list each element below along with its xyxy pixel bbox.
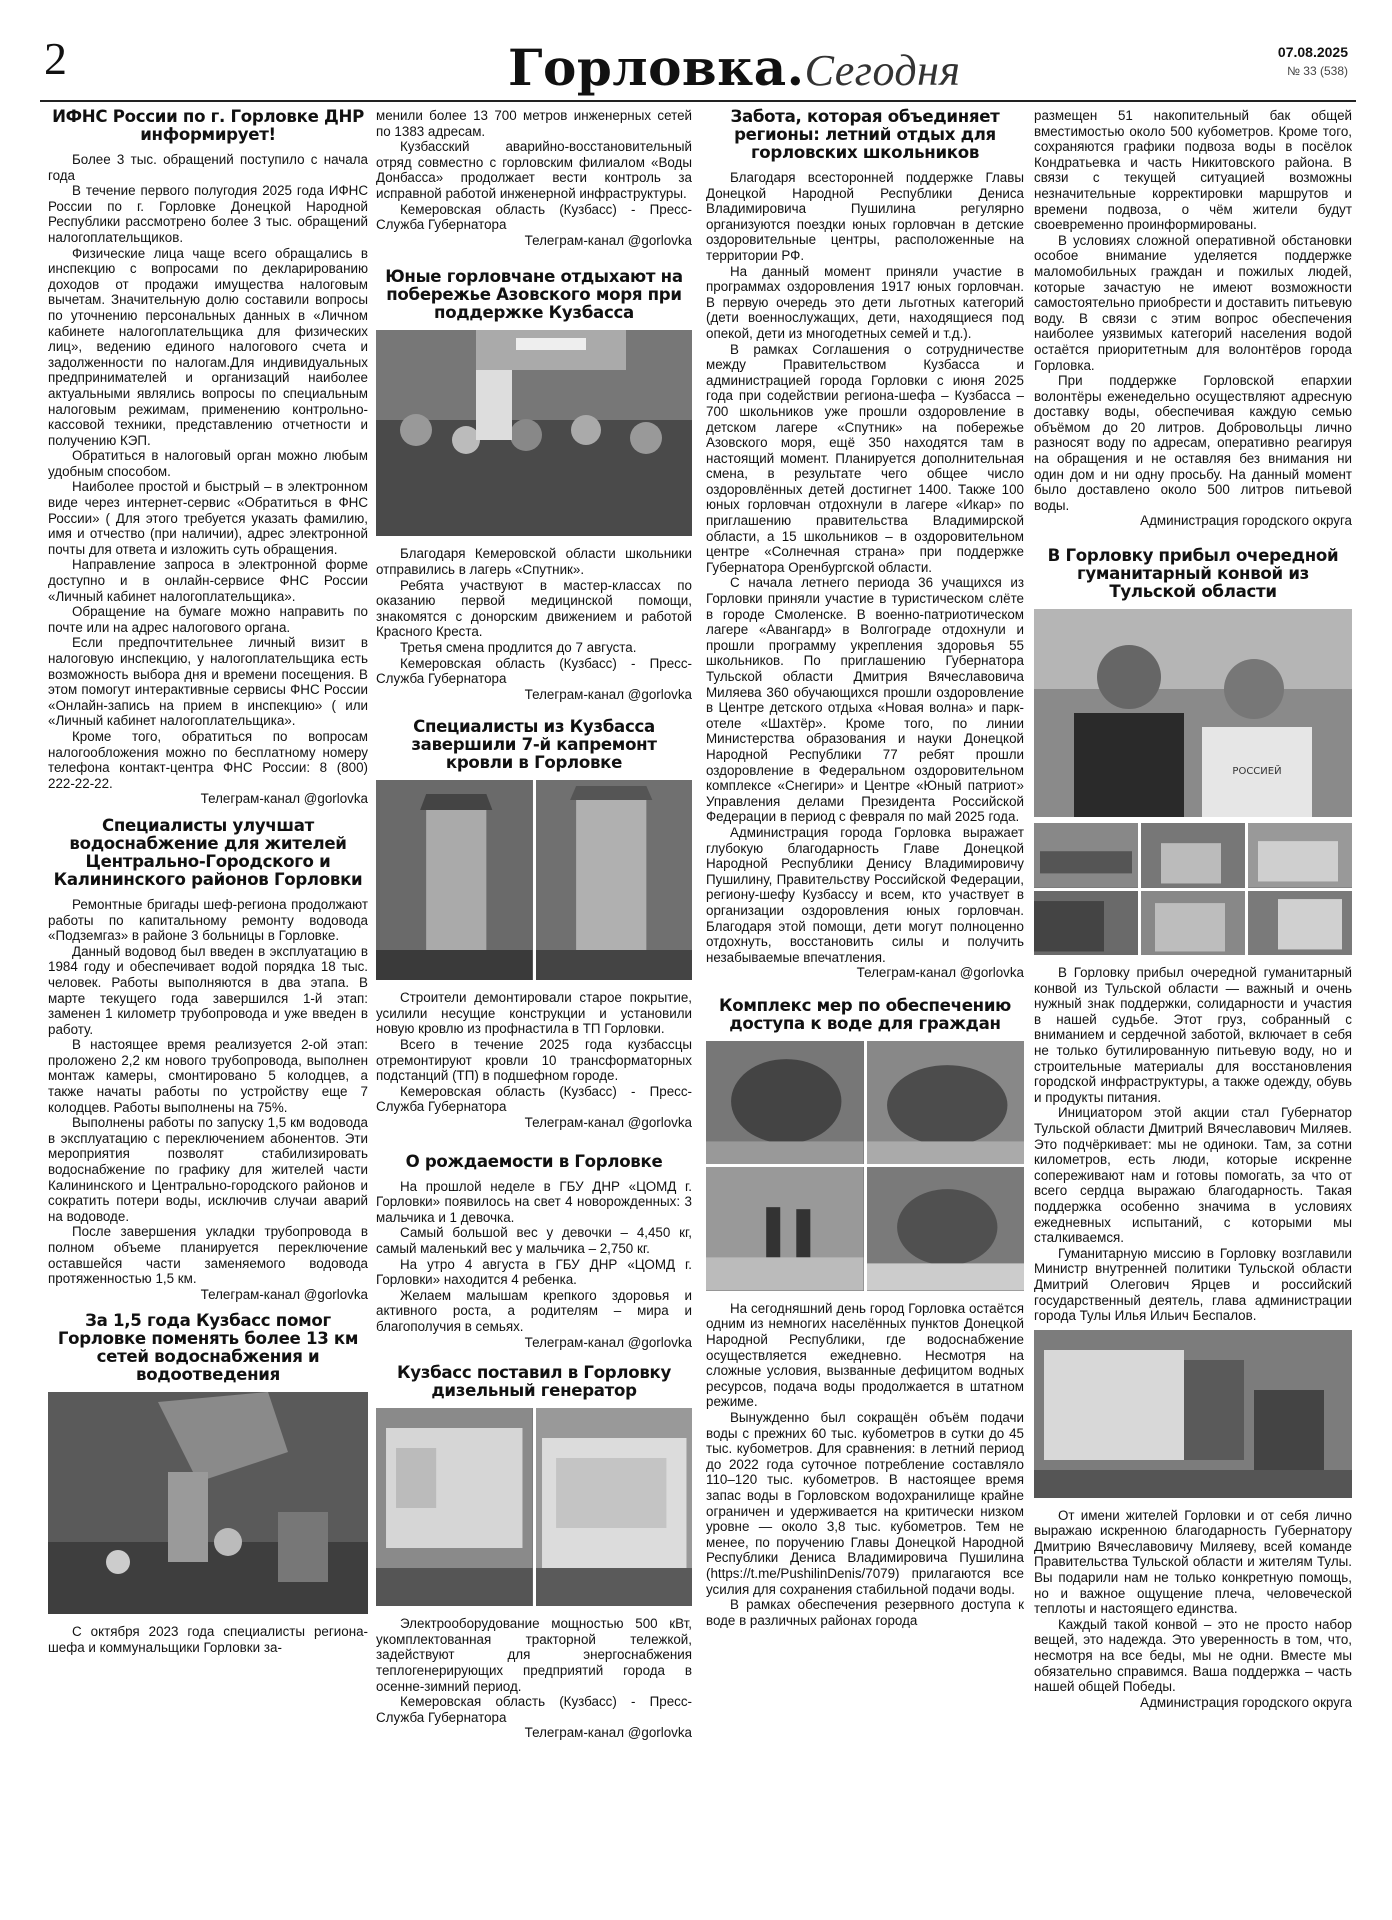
paragraph: Ремонтные бригады шеф-региона продолжают работы по капитальному ремонту водовода «Подземгаз» в районе 3 больницы в Горловке. [48,896,368,944]
paragraph: Физические лица чаще всего обращались в инспекцию с вопросами по декларированию доходов от продажи имущества налоговым вычетам. Значительную долю составили вопросы по уточнению персональных данных в «Личном кабинете налогоплательщика для физических лиц», ведению единого налогового счета и задолженности по налогам.Для индивидуальных предпринимателей и организаций наиболее актуальными являлись вопросы по специальным налоговым режимам, применению контрольно-кассовой техники, представлению отчетности и получению КЭП. [48,245,368,448]
headline-azov: Юные горловчане отдыхают на побережье Азовского моря при поддержке Кузбасса [385,267,683,323]
photo-convoy-grid [1034,823,1352,955]
photo-camp [376,330,692,536]
convoy-image-5 [1141,891,1245,956]
paragraph: В рамках Соглашения о сотрудничестве между Правительством Кузбасса и администрацией города Горловки с июня 2025 года при содействии региона-шефа – Кузбасса – 700 школьников уже прошли оздоровление в детском лагере «Спутник» на побережье Азовского моря, ещё 350 находятся там в настоящий момент. Планируется дополнительная смена, в результате чего общее число оздоровлённых детей достигнет 1400. Также 100 юных горловчан отдохнули в лагере «Икар» по приглашению правительства Владимирской области, а 15 школьников – в оздоровительном центре «Солнечная страна» при поддержке Губернатора Оренбургской области. [706,341,1024,575]
tank-image-1 [706,1041,864,1165]
paragraph: Желаем малышам крепкого здоровья и активного роста, а родителям – мира и благополучия в семьях. [376,1287,692,1334]
masthead [40,30,1356,100]
convoy-image-3 [1248,823,1352,888]
newspaper-title [508,38,960,97]
issue-date: 07.08.2025 [1277,44,1348,60]
tank-image-2 [867,1041,1025,1165]
shirt-text: РОССИЕЙ [1232,766,1282,778]
paragraph: В условиях сложной оперативной обстановки особое внимание уделяется поддержке маломобильных граждан и пожилых людей, которые зачастую не имеют возможности самостоятельно приобрести и доставить питьевую воду. В связи с этим вопрос обеспечения наиболее уязвимых категорий населения водой остаётся приоритетным для волонтёров города Горловка. [1034,232,1352,373]
paragraph: На данный момент приняли участие в программах оздоровления 1917 юных горловчан. В первую очередь это дети льготных категорий (дети военнослужащих, дети, находящиеся под опекой, дети из многодетных семей и т.д.). [706,263,1024,341]
issue-number: № 33 (538) [1287,64,1348,78]
paragraph: Кроме того, обратиться по вопросам налогообложения можно по бесплатному номеру телефона контакт-центра ФНС России: 8 (800) 222-22-22. [48,728,368,791]
excavation-image [48,1392,368,1614]
paragraph: Данный водовод был введен в эксплуатацию в 1984 году и обеспечивает водой порядка 18 тыс. человек. Работы выполняются в два этапа. В марте текущего года завершился 1-й этап: заменен 1 километр трубопровода и уже введен в работу. [48,943,368,1037]
generator-image-2 [536,1408,693,1606]
column-1 [48,108,368,1656]
roof-image-2 [536,780,693,980]
headline-summer-rest: Забота, которая объединяет регионы: летний отдых для горловских школьников [730,107,1000,162]
paragraph: Всего в течение 2025 года кузбассцы отремонтируют кровли 10 трансформаторных подстанций (ТП) в подшефном городе. [376,1037,692,1084]
paragraph: Наиболее простой и быстрый – в электронном виде через интернет-сервис «Обратиться в ФНС России» ( Для этого требуется указать фамилию, имя и отчество (при наличии), адрес электронной почты для ответа и изложить суть обращения. [48,479,368,557]
headline-networks: За 1,5 года Кузбасс помог Горловке поменять более 13 км сетей водоснабжения и водоотведения [57,1311,359,1385]
paragraph: В рамках обеспечения резервного доступа к воде в различных районах города [706,1597,1024,1628]
paragraph: Каждый такой конвой – это не просто набор вещей, это надежда. Это уверенность в том, что, несмотря на все беды, мы не одни. Вместе мы обязательно справимся. Ваша поддержка – часть нашей общей Победы. [1034,1616,1352,1695]
paragraph: Гуманитарную миссию в Горловку возглавили Министр внутренней политики Тульской области Дмитрий Олегович Ярцев и российский государственный деятель, глава администрации города Тулы Илья Ильич Беспалов. [1034,1245,1352,1324]
camp-image [376,330,692,536]
headline-water-supply: Специалисты улучшат водоснабжение для жителей Центрально-Городского и Калининского районов Горловки [53,815,363,889]
paragraph: Самый большой вес у девочки – 4,450 кг, самый маленький вес у мальчика – 2,750 кг. [376,1225,692,1256]
paragraph: Строители демонтировали старое покрытие, усилили несущие конструкции и установили новую кровлю из профнастила в ТП Горловки. [376,990,692,1037]
photo-excavation [48,1392,368,1614]
paragraph: Обратиться в налоговый орган можно любым удобным способом. [48,448,368,479]
headline-birthrate: О рождаемости в Горловке [405,1151,663,1171]
paragraph: менили более 13 700 метров инженерных сетей по 1383 адресам. [376,108,692,139]
paragraph: Более 3 тыс. обращений поступило с начала года [48,152,368,183]
photo-roof [376,780,692,980]
paragraph: Третья смена продлится до 7 августа. [400,639,637,655]
paragraph: Благодаря Кемеровской области школьники отправились в лагерь «Спутник». [376,546,692,577]
paragraph: размещен 51 накопительный бак общей вместимостью около 500 кубометров. Кроме того, сохраняются графики подвоза воды в посёлок Кондратьевка и часть Никитовского района. В связи с текущей ситуацией возможны незначительные корректировки маршрутов и времени подвоза, о чём жители будут своевременно проинформированы. [1034,108,1352,233]
paragraph: Благодаря всесторонней поддержке Главы Донецкой Народной Республики Дениса Владимировича Пушилина регулярно организуются поездки юных горловчан в детские оздоровительные центры, расположенные на территории РФ. [706,170,1024,263]
tank-image-4 [867,1167,1025,1291]
paragraph: В настоящее время реализуется 2-ой этап: проложено 2,2 км нового трубопровода, выполнен монтаж камеры, смонтировано 5 колодцев, а также начаты работы по устройству еще 7 колодцев. Работы выполнены на 75%. [48,1037,368,1115]
paragraph: Кузбасский аварийно-восстановительный отряд совместно с горловским филиалом «Воды Донбасса» продолжает вести контроль за исправной работой инженерной инфраструктуры. [376,139,692,201]
paragraph: С октября 2023 года специалисты региона-шефа и коммунальщики Горловки за- [48,1624,368,1655]
source: Кемеровская область (Кузбасс) - Пресс-Служба Губернатора [376,655,692,687]
convoy-image-4 [1034,891,1138,956]
signature: Администрация городского округа [1140,1694,1352,1710]
photo-unloading [1034,1330,1352,1498]
headline-fns: ИФНС России по г. Горловке ДНР информирует! [52,107,364,144]
photo-generator [376,1408,692,1606]
paragraph: Ребята участвуют в мастер-классах по оказанию первой медицинской помощи, знакомятся с донорским движением и работой Красного Креста. [376,577,692,640]
headline-tula-convoy: В Горловку прибыл очередной гуманитарный конвой из Тульской области [1047,546,1339,602]
signature: Телеграм-канал @gorlovka [856,965,1024,981]
paragraph: На утро 4 августа в ГБУ ДНР «ЦОМД г. Горловки» находится 4 ребенка. [376,1256,692,1288]
paragraph: На сегодняшний день город Горловка остаётся одним из немногих населённых пунктов Донецкой Народной Республики, где водоснабжение осуществляется ежедневно. Несмотря на сложные условия, вызванные дефицитом водных ресурсов, подача воды продолжается в штатном режиме. [706,1300,1024,1410]
paragraph: На прошлой неделе в ГБУ ДНР «ЦОМД г. Горловки» появилось на свет 4 новорожденных: 3 мальчика и 1 девочка. [376,1178,692,1225]
headline-generator: Кузбасс поставил в Горловку дизельный генератор [397,1363,671,1401]
photo-water-tanks [706,1041,1024,1291]
signature: Телеграм-канал @gorlovka [200,1286,368,1302]
page-number: 2 [44,33,67,84]
source: Кемеровская область (Кузбасс) - Пресс-Служба Губернатора [376,201,692,233]
paragraph: Инициатором этой акции стал Губернатор Тульской области Дмитрий Вячеславович Миляев. Это подчёркивает: мы не одиноки. Там, за сотни километров, есть люди, которые искренне сопереживают нам и готовы помогать, за что от всего сердца выражаю благодарность. Такая поддержка особенно значима в условиях ежедневных испытаний, с которыми мы сталкиваемся. [1034,1105,1352,1246]
column-2 [376,108,692,1741]
generator-image-1 [376,1408,533,1606]
paragraph: Если предпочтительнее личный визит в налоговую инспекцию, у налогоплательщика есть возможность выбора дня и времени посещения. В этом помогут интерактивные сервисы ФНС России «Онлайн-запись на прием в инспекцию» ( или «Личный кабинет налогоплательщика». [48,635,368,729]
paragraph: От имени жителей Горловки и от себя лично выражаю искренною благодарность Губернатору Дмитрию Вячеславовичу Миляеву, всей команде Правительства Тульской области и жителям Тулы. Вы подарили нам не только конкретную помощь, но и важное ощущение плеча, человеческой теплоты и настоящего единства. [1034,1507,1352,1617]
convoy-image-6 [1248,891,1352,956]
unloading-image [1034,1330,1352,1498]
signature: Телеграм-канал @gorlovka [524,1115,692,1131]
source: Кемеровская область (Кузбасс) - Пресс-Служба Губернатора [376,1083,692,1115]
paragraph: Направление запроса в электронной форме доступно и в онлайн-сервисе ФНС России «Личный кабинет налогоплательщика». [48,557,368,604]
tank-image-3 [706,1167,864,1291]
paragraph: Выполнены работы по запуску 1,5 км водовода в эксплуатацию с переключением абонентов. Эти мероприятия позволят стабилизировать водоснабжение по графику для жителей части Калининского и Центрально-городского районов и сократить потери воды, исключив случаи аварий на водоводе. [48,1115,368,1224]
signature: Телеграм-канал @gorlovka [200,791,368,807]
paragraph: Обращение на бумаге можно направить по почте или на адрес налогового органа. [48,604,368,635]
paragraph: В Горловку прибыл очередной гуманитарный конвой из Тульской области — важный и очень нужный знак поддержки, солидарности и участия в нашей судьбе. Этот груз, собранный с вниманием и сердечной заботой, включает в себя не только бутилированную питьевую воду, но и строительные материалы для восстановления городской инфраструктуры, а также одежду, обувь и продукты питания. [1034,965,1352,1105]
headline-roof: Специалисты из Кузбасса завершили 7-й капремонт кровли в Горловке [411,717,657,773]
headline-water-access: Комплекс мер по обеспечению доступа к воде для граждан [719,995,1011,1033]
column-3 [706,108,1024,1628]
paragraph: В течение первого полугодия 2025 года ИФНС России по г. Горловке Донецкой Народной Республики рассмотрено более 3 тыс. обращений налогоплательщиков. [48,183,368,245]
title-main: Горловка. [508,38,805,97]
roof-image-1 [376,780,533,980]
signature: Телеграм-канал @gorlovka [524,232,692,248]
paragraph: С начала летнего периода 36 учащихся из Горловки приняли участие в туристическом слёте в городе Смоленске. В военно-патриотическом лагере «Авангард» в Волгограде отдохнули и прошли программу укрепления здоровья 55 школьников. По приглашению Губернатора Тульской области Дмитрия Вячеславовича Миляева 360 обучающихся прошли оздоровление в Центре детского отдыха «Новая волна» и парк-отеле «Шахтёр». Кроме того, по линии Министерства образования и науки Донецкой Народной Республики 77 ребят прошли оздоровление в Федеральном оздоровительном комплексе «Снегири» и Центре «Юный патриот» Управления делами Президента Российской Федерации в период с февраля по май 2025 года. [706,575,1024,825]
column-4 [1034,108,1352,1710]
convoy-image-1 [1034,823,1138,888]
officials-image [1034,609,1352,817]
header-rule [40,100,1356,102]
paragraph: Вынужденно был сокращён объём подачи воды с прежних 60 тыс. кубометров в сутки до 45 тыс. кубометров. Для сравнения: в летний период до 2022 года суточное потребление составляло 110–120 тыс. кубометров. В настоящее время запас воды в Горловском водохранилище крайне ограничен и удерживается на критически низком уровне — около 3,8 тыс. кубометров. Тем не менее, по поручению Главы Донецкой Народной Республики Дениса Владимировича Пушилина (https://t.me/PushilinDenis/7079) прилагаются все усилия для сохранения стабильной подачи воды. [706,1410,1024,1597]
signature: Телеграм-канал @gorlovka [524,1725,692,1741]
photo-officials [1034,609,1352,817]
title-script: Сегодня [804,46,961,95]
paragraph: Администрация города Горловка выражает глубокую благодарность Главе Донецкой Народной Республики Денису Владимировичу Пушилину, Правительству Российской Федерации, региону-шефу Кузбассу и всем, кто участвует в организации оздоровления юных горловчан. Благодаря этой помощи, дети могут полноценно отдохнуть, восстановить силы и получить незабываемые впечатления. [706,824,1024,965]
paragraph: Электрооборудование мощностью 500 кВт, укомплектованная тракторной тележкой, задействуют для энергоснабжения теплогенерирующих предприятий города в осенне-зимний период. [376,1616,692,1694]
signature: Телеграм-канал @gorlovka [524,1334,692,1350]
source: Кемеровская область (Кузбасс) - Пресс-Служба Губернатора [376,1694,692,1725]
signature: Администрация городского округа [1140,513,1352,529]
paragraph: При поддержке Горловской епархии волонтёры еженедельно осуществляют адресную доставку воды, обеспечивая каждую семью объёмом до 20 литров. Добровольцы лично разносят воду по адресам, оперативно реагируя на обращения и не оставляя без внимания ни один дом и ни одну просьбу. На данный момент было доставлено около 500 литров питьевой воды. [1034,373,1352,513]
convoy-image-2 [1141,823,1245,888]
paragraph: После завершения укладки трубопровода в полном объеме планируется переключение оставшейся части заменяемого водовода протяженностью 1,5 км. [48,1224,368,1287]
signature: Телеграм-канал @gorlovka [524,686,692,702]
